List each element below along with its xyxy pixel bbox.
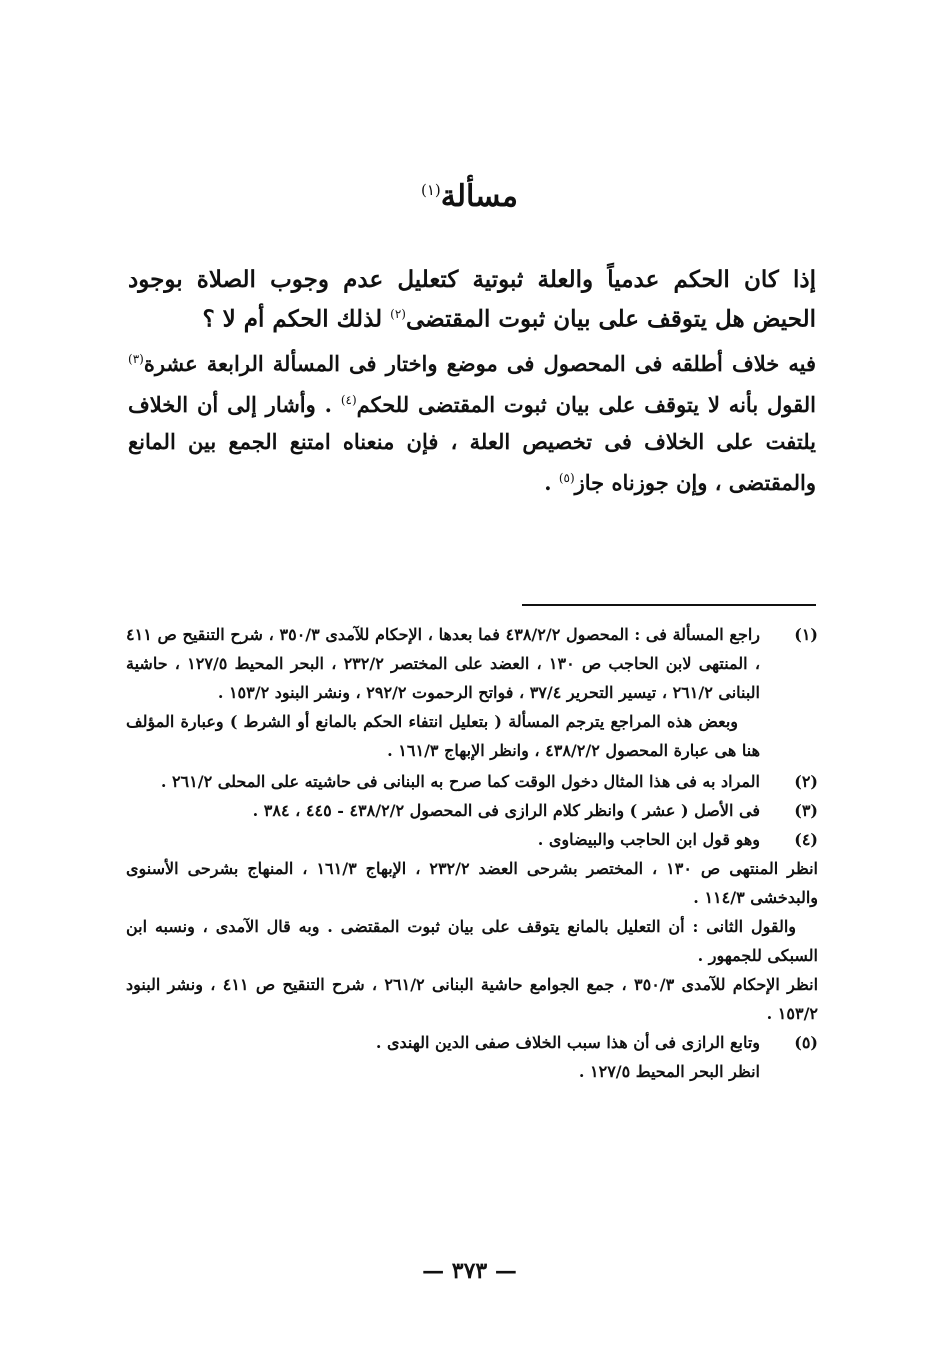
page-number: — ٣٧٣ — <box>422 1258 517 1284</box>
footnote-number: (١) <box>794 625 818 644</box>
footnote-number: (٥) <box>794 1033 818 1052</box>
footnote-text: وتابع الرازى فى أن هذا سبب الخلاف صفى الدين الهندى . <box>375 1033 760 1052</box>
question-paragraph <box>128 263 816 337</box>
answer-part-b: القول بأنه لا يتوقف على بيان ثبوت المقتضى للحكم <box>356 391 816 417</box>
footnote-text: المراد به فى هذا المثال دخول الوقت كما صرح به البنانى فى حاشيته على المحلى ٢٦١/٢ . <box>160 772 760 791</box>
question-line-1: إذا كان الحكم عدمياً والعلة ثبوتية كتعليل عدم وجوب الصلاة بوجود الحيض <box>128 266 816 333</box>
footnote-4 <box>126 825 818 1028</box>
answer-paragraph <box>128 341 816 501</box>
answer-part-a: فيه خلاف أطلقه فى المحصول فى موضع واختار فى المسألة الرابعة عشرة <box>143 350 816 376</box>
footnote-5 <box>126 1028 818 1086</box>
footnote-number: (٢) <box>794 772 818 791</box>
footnote-number: (٣) <box>794 801 818 820</box>
footnote-text: انظر البحر المحيط ١٢٧/٥ . <box>578 1062 760 1081</box>
footnotes <box>126 620 818 1086</box>
footnote-text: انظر الإحكام للآمدى ٣٥٠/٣ ، جمع الجوامع حاشية البنانى ٢٦١/٢ ، شرح التنقيح ص ٤١١ ، ونشر البنود ١٥٣/٢ . <box>126 975 819 1023</box>
main-text <box>128 263 816 501</box>
footnote-ref-3: (٣) <box>128 351 144 366</box>
footnote-3 <box>126 796 818 825</box>
footnote-number: (٤) <box>794 830 818 849</box>
section-heading <box>0 166 939 221</box>
heading-title: مسألة <box>440 179 518 214</box>
heading-footnote-ref: (١) <box>421 181 441 199</box>
footnote-2 <box>126 767 818 796</box>
footnote-separator <box>522 604 816 606</box>
question-line-2a: هل يتوقف على بيان ثبوت المقتضى <box>405 305 745 333</box>
footnote-1 <box>126 620 818 765</box>
answer-part-c: . وأشار إلى أن الخلاف يلتفت على الخلاف فى تخصيص العلة ، فإن منعناه امتنع الجمع بين المانع والمقتضى ، وإن جوزناه جاز <box>128 391 816 495</box>
footnote-text: فى الأصل ( عشر ) وانظر كلام الرازى فى المحصول ٤٣٨/٢/٢ - ٤٤٥ ، ٣٨٤ . <box>252 801 760 820</box>
question-line-2b: لذلك الحكم أم لا ؟ <box>202 305 391 333</box>
footnote-ref-2: (٢) <box>390 307 406 321</box>
answer-part-d: . <box>544 469 559 495</box>
footnote-ref-4: (٤) <box>340 392 357 407</box>
footnote-ref-5: (٥) <box>558 470 575 485</box>
footnote-text: وبعض هذه المراجع يترجم المسألة ( بتعليل انتفاء الحكم بالمانع أو الشرط ) وعبارة المؤلف هنا هى عبارة المحصول ٤٣٨/٢/٢ ، وانظر الإبهاج ١٦١/٣ . <box>126 712 760 760</box>
footnote-text: انظر المنتهى ص ١٣٠ ، المختصر بشرحى العضد ٢٣٢/٢ ، الإبهاج ١٦١/٣ ، المنهاج بشرحى الأسنوى والبدخشى ١١٤/٣ . <box>126 859 819 907</box>
footnote-text: والقول الثانى : أن التعليل بالمانع يتوقف على بيان ثبوت المقتضى . وبه قال الآمدى ، ونسبه ابن السبكى للجمهور . <box>126 917 818 965</box>
footnote-text: وهو قول ابن الحاجب والبيضاوى . <box>537 830 760 849</box>
footnote-text: راجع المسألة فى : المحصول ٤٣٨/٢/٢ فما بعدها ، الإحكام للآمدى ٣٥٠/٣ ، شرح التنقيح ص ٤١١ ، المنتهى لابن الحاجب ص ١٣٠ ، العضد على المختصر ٢٣٢/٢ ، البحر المحيط ١٢٧/٥ ، حاشية البنانى ٢٦١/٢ ، تيسير التحرير ٣٧/٤ ، فواتح الرحموت ٢٩٢/٢ ، ونشر البنود ١٥٣/٢ . <box>126 625 761 702</box>
